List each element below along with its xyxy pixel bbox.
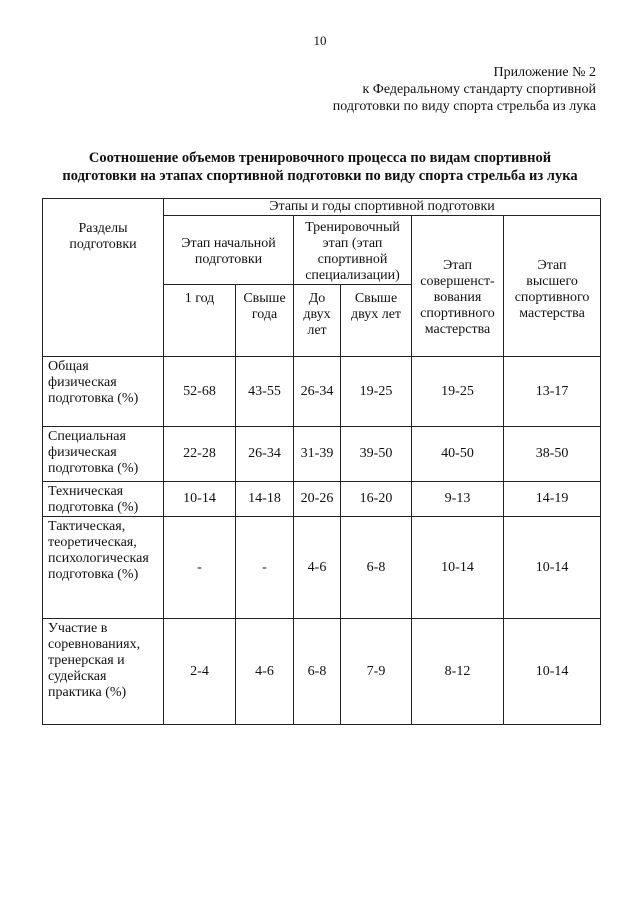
value-highest-stage: 10-14: [504, 619, 601, 725]
value-highest-stage: 38-50: [504, 427, 601, 482]
appendix-line: Приложение № 2: [493, 65, 596, 80]
stage-highest-header: [504, 216, 601, 357]
text-line: двух: [303, 307, 331, 322]
text-line: теоретическая,: [48, 535, 137, 550]
row-label: [43, 357, 164, 427]
text-line: Свыше: [354, 291, 398, 306]
sub-header-over-two-years: [341, 285, 412, 357]
value-improvement-stage: 9-13: [412, 482, 504, 517]
value-training-over-two-years: 7-9: [341, 619, 412, 725]
value-training-up-to-two-years: 26-34: [294, 357, 341, 427]
table-row: [43, 517, 601, 619]
value-improvement-stage: 10-14: [412, 517, 504, 619]
text-line: спортивного: [514, 290, 590, 305]
table-row: [43, 427, 601, 482]
value-improvement-stage: 40-50: [412, 427, 504, 482]
page-number: 10: [313, 33, 327, 48]
appendix-line: к Федеральному стандарту спортивной: [362, 82, 596, 97]
table-row: [43, 357, 601, 427]
stage-improvement-header: [412, 216, 504, 357]
text-line: Этап начальной: [181, 236, 276, 251]
text-line: специализации): [305, 268, 400, 283]
value-initial-first-year: -: [164, 517, 236, 619]
text-line: подготовка (%): [48, 461, 139, 476]
text-line: этап (этап: [322, 236, 383, 251]
value-initial-over-year: 26-34: [236, 427, 294, 482]
title-line: Соотношение объемов тренировочного процесса по видам спортивной: [88, 150, 552, 166]
value-training-over-two-years: 6-8: [341, 517, 412, 619]
value-initial-first-year: 22-28: [164, 427, 236, 482]
text-line: физическая: [48, 375, 117, 390]
text-line: Этап: [537, 258, 567, 273]
row-label: [43, 427, 164, 482]
training-ratio-table: [42, 198, 601, 725]
row-label: [43, 482, 164, 517]
text-line: психологическая: [48, 551, 149, 566]
value-highest-stage: 10-14: [504, 517, 601, 619]
value-training-over-two-years: 16-20: [341, 482, 412, 517]
sub-header-over-year: [236, 285, 294, 357]
text-line: высшего: [526, 274, 578, 289]
value-initial-first-year: 2-4: [164, 619, 236, 725]
value-improvement-stage: 8-12: [412, 619, 504, 725]
text-line: Тренировочный: [305, 220, 400, 235]
text-line: 1 год: [184, 291, 215, 306]
text-line: мастерства: [424, 322, 491, 337]
text-line: подготовка (%): [48, 391, 139, 406]
table-row: [43, 482, 601, 517]
value-training-up-to-two-years: 4-6: [294, 517, 341, 619]
table-row: [43, 619, 601, 725]
value-training-up-to-two-years: 31-39: [294, 427, 341, 482]
text-line: Разделы: [78, 221, 128, 236]
title-line: подготовки на этапах спортивной подготовки по виду спорта стрельба из лука: [62, 168, 578, 184]
text-line: подготовки: [194, 252, 263, 267]
sub-header-up-to-two-years: [294, 285, 341, 357]
text-line: практика (%): [48, 685, 127, 700]
value-initial-first-year: 10-14: [164, 482, 236, 517]
stages-years-header: Этапы и годы спортивной подготовки: [164, 199, 601, 216]
text-line: Общая: [48, 359, 89, 374]
text-line: двух лет: [350, 307, 402, 322]
value-training-over-two-years: 19-25: [341, 357, 412, 427]
value-highest-stage: 14-19: [504, 482, 601, 517]
text-line: лет: [307, 323, 327, 338]
row-label: [43, 619, 164, 725]
stage-initial-header: [164, 216, 294, 285]
text-line: совершенст-: [420, 274, 495, 289]
value-training-over-two-years: 39-50: [341, 427, 412, 482]
text-line: подготовка (%): [48, 567, 139, 582]
text-line: Специальная: [48, 429, 126, 444]
appendix-line: подготовки по виду спорта стрельба из лука: [332, 99, 596, 114]
appendix-reference: [333, 64, 596, 115]
text-line: судейская: [48, 669, 107, 684]
text-line: Свыше: [243, 291, 286, 306]
text-line: спортивного: [420, 306, 495, 321]
text-line: Участие в: [48, 621, 108, 636]
value-initial-over-year: 14-18: [236, 482, 294, 517]
value-highest-stage: 13-17: [504, 357, 601, 427]
value-initial-over-year: 4-6: [236, 619, 294, 725]
value-training-up-to-two-years: 20-26: [294, 482, 341, 517]
text-line: подготовки: [69, 237, 137, 252]
text-line: Тактическая,: [48, 519, 126, 534]
text-line: мастерства: [519, 306, 585, 321]
text-line: подготовка (%): [48, 500, 139, 515]
sections-header: [43, 199, 164, 357]
text-line: До: [308, 291, 326, 306]
text-line: Этап: [442, 258, 473, 273]
text-line: года: [251, 307, 278, 322]
value-initial-over-year: 43-55: [236, 357, 294, 427]
text-line: физическая: [48, 445, 117, 460]
text-line: Техническая: [48, 484, 124, 499]
value-improvement-stage: 19-25: [412, 357, 504, 427]
text-line: спортивной: [317, 252, 388, 267]
text-line: вования: [433, 290, 482, 305]
sub-header-first-year: [164, 285, 236, 357]
document-title: [40, 149, 600, 185]
stage-training-header: [294, 216, 412, 285]
value-initial-over-year: -: [236, 517, 294, 619]
value-training-up-to-two-years: 6-8: [294, 619, 341, 725]
text-line: тренерская и: [48, 653, 125, 668]
text-line: соревнованиях,: [48, 637, 141, 652]
row-label: [43, 517, 164, 619]
value-initial-first-year: 52-68: [164, 357, 236, 427]
